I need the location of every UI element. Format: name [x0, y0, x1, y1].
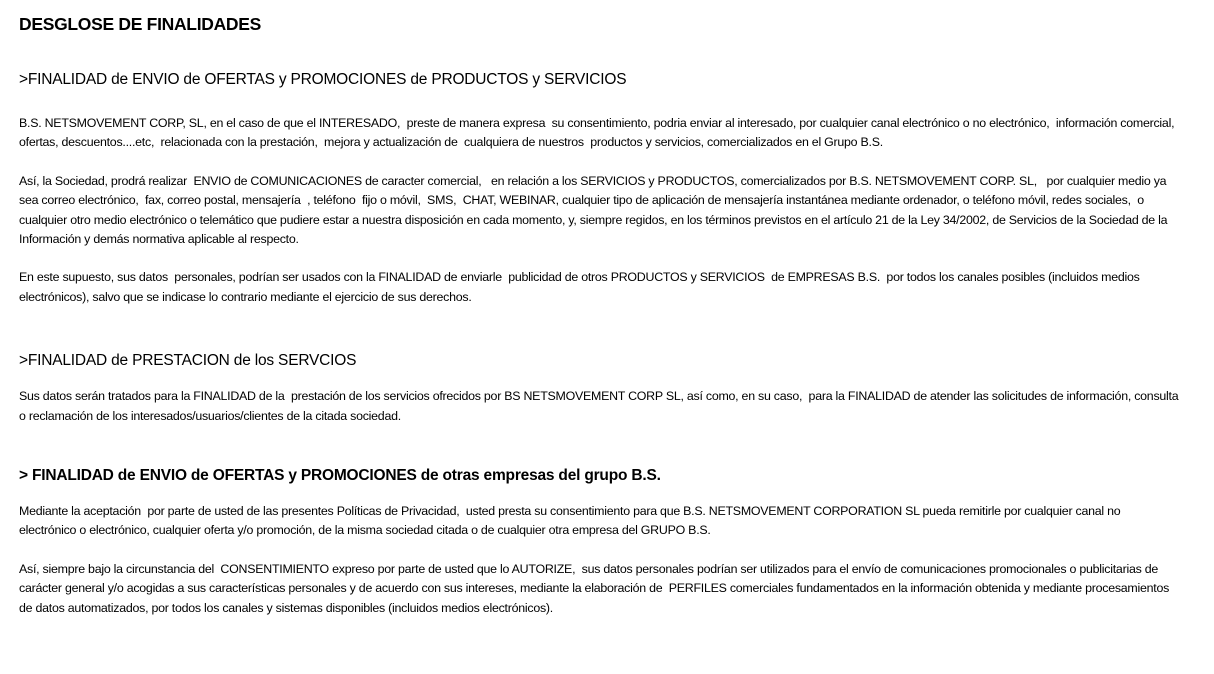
section-heading-ofertas-productos: >FINALIDAD de ENVIO de OFERTAS y PROMOCIONES de PRODUCTOS y SERVICIOS — [19, 71, 627, 88]
paragraph: Así, la Sociedad, prodrá realizar ENVIO de COMUNICACIONES de caracter comercial, en relación a los SERVICIOS y PRODUCTOS, comercializados por B.S. NETSMOVEMENT CORP. SL, por cualquier medio ya sea correo electrónico, fax, correo postal, mensajería , teléfono fijo o móvil, SMS, CHAT, WEBINAR, cualquier tipo de aplicación de mensajería instantánea mediante ordenador, o teléfono móvil, redes sociales, o cualquier otro medio electrónico o telemático que pudiere estar a nuestra disposición en cada momento, y, siempre regidos, en los términos previstos en el artículo 21 de la Ley 34/2002, de Servicios de la Sociedad de la Información y demás normativa aplicable al respecto. — [19, 173, 1171, 247]
paragraph: Mediante la aceptación por parte de usted de las presentes Políticas de Privacidad, usted presta su consentimiento para que B.S. NETSMOVEMENT CORPORATION SL pueda remitirle por cualquier canal no electrónico o electrónico, cualquier oferta y/o promoción, de la misma sociedad citada o de cualquier otra empresa del GRUPO B.S. — [19, 504, 1124, 538]
paragraph: B.S. NETSMOVEMENT CORP, SL, en el caso de que el INTERESADO, preste de manera expresa su consentimiento, podria enviar al interesado, por cualquier canal electrónico o no electrónico, información comercial, ofertas, descuentos....etc, relacionada con la prestación, mejora y actualización de cualquiera de nuestros productos y servicios, comercializados en el Grupo B.S. — [19, 116, 1178, 150]
paragraph: En este supuesto, sus datos personales, podrían ser usados con la FINALIDAD de enviarle publicidad de otros PRODUCTOS y SERVICIOS de EMPRESAS B.S. por todos los canales posibles (incluidos medios electrónicos), salvo que se indicase lo contrario mediante el ejercicio de sus derechos. — [19, 270, 1143, 304]
paragraph: Sus datos serán tratados para la FINALIDAD de la prestación de los servicios ofrecidos por BS NETSMOVEMENT CORP SL, así como, en su caso, para la FINALIDAD de atender las solicitudes de información, consulta o reclamación de los interesados/usuarios/clientes de la citada sociedad. — [19, 389, 1182, 423]
document — [19, 12, 1182, 618]
section-heading-ofertas-grupo: > FINALIDAD de ENVIO de OFERTAS y PROMOCIONES de otras empresas del grupo B.S. — [19, 467, 661, 485]
section-heading-prestacion-servicios: >FINALIDAD de PRESTACION de los SERVCIOS — [19, 352, 357, 370]
page-title: DESGLOSE DE FINALIDADES — [19, 14, 262, 34]
paragraph: Así, siempre bajo la circunstancia del CONSENTIMIENTO expreso por parte de usted que lo AUTORIZE, sus datos personales podrían ser utilizados para el envío de comunicaciones promocionales o publicitarias de carácter general y/o acogidas a sus características personales y de acuerdo con sus intereses, mediante la elaboración de PERFILES comerciales fundamentados en la información obtenida y mediante procesamientos de datos automatizados, por todos los canales y sistemas disponibles (incluidos medios electrónicos). — [19, 561, 1173, 615]
